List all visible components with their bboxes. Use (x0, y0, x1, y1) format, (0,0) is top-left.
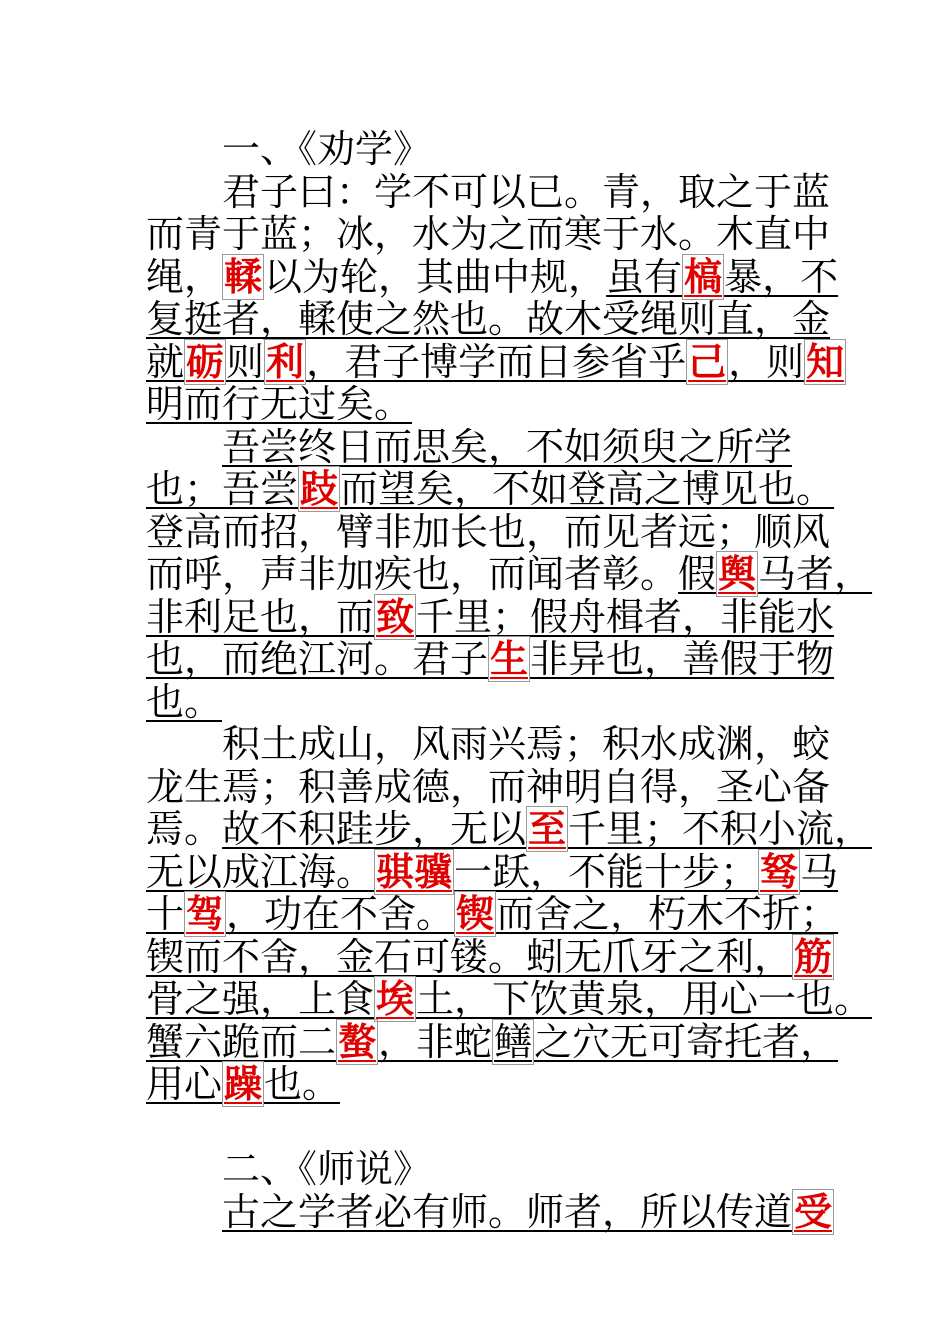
text-segment: 明而行无过矣。 (146, 382, 413, 426)
text-segment: ，君子博学而日参省乎 (306, 339, 687, 384)
text-segment: 登高而招，臂非加长也，而见者远；顺风 (146, 509, 831, 554)
text-segment: 就 (146, 339, 185, 384)
highlighted-word: 己 (688, 339, 727, 384)
section-body-quanxue (146, 169, 873, 1106)
text-segment: 而舍之，朽木不折； (496, 892, 839, 936)
highlighted-word: 舆 (718, 552, 757, 596)
text-segment: 也。 (264, 1062, 341, 1106)
highlighted-word: 輮 (224, 254, 263, 299)
text-line (146, 171, 836, 214)
text-line (146, 1063, 836, 1106)
highlighted-word: 驽 (760, 849, 799, 894)
text-segment: 而呼，声非加疾也，而闻者彰。 (146, 552, 679, 596)
text-segment: 鳝 (494, 1019, 533, 1064)
text-segment: 马者， (758, 552, 873, 596)
highlighted-word: 筋 (794, 934, 833, 979)
text-segment: 故不积跬步，无以 (222, 807, 527, 851)
text-segment: 非异也，善假于物 (530, 637, 835, 681)
text-line (146, 849, 839, 894)
text-line (146, 426, 836, 469)
text-segment: 一跃，不能十步； (454, 849, 759, 894)
text-line (146, 807, 873, 851)
text-segment: 古之学者必有师。师者，所以传道 (222, 1189, 793, 1234)
text-segment: 千里；假舟楫者，非能水 (416, 594, 835, 639)
text-line (146, 511, 836, 554)
text-segment: 锲而不舍，金石可镂。蚓无爪牙之利， (146, 934, 793, 979)
text-segment: 无以成江海。 (146, 849, 375, 894)
text-line (146, 936, 836, 979)
text-segment: 积土成山，风雨兴焉；积水成渊，蛟 (222, 722, 831, 766)
section-body-shishuo (146, 1191, 836, 1234)
highlighted-word: 槁 (684, 254, 723, 299)
text-line (146, 977, 873, 1021)
text-segment: ，功在不舍。 (226, 892, 455, 936)
highlighted-word: 利 (266, 339, 305, 384)
highlighted-word: 生 (490, 637, 529, 681)
highlighted-word: 锲 (456, 892, 495, 936)
highlighted-word: 骐骥 (376, 849, 453, 894)
text-line (146, 596, 836, 639)
section-title-quanxue: 一、《劝学》 (222, 127, 432, 171)
text-line (146, 1191, 836, 1234)
highlighted-word: 螯 (338, 1019, 377, 1064)
text-segment: 以为轮，其曲中规， (264, 254, 607, 299)
text-line (146, 254, 839, 299)
highlighted-word: 躁 (224, 1062, 263, 1106)
text-segment: 吾尝终日而思矣，不如须臾之所学 (222, 424, 793, 469)
text-segment: 也。 (146, 679, 223, 724)
text-segment: 也；吾尝 (146, 467, 299, 511)
text-segment: 而青于蓝；冰，水为之而寒于水。木直中 (146, 212, 831, 256)
text-line (146, 383, 836, 426)
text-segment: 绳， (146, 254, 223, 299)
highlighted-word: 知 (806, 339, 845, 384)
highlighted-word: 至 (528, 807, 567, 851)
text-segment: 非利足也，而 (146, 594, 375, 639)
text-line (146, 681, 836, 724)
text-line (146, 723, 836, 766)
text-segment: 假 (678, 552, 717, 596)
section-title-shishuo: 二、《师说》 (222, 1147, 432, 1191)
text-line (146, 766, 836, 809)
document-page (146, 127, 873, 1234)
text-line (146, 552, 873, 596)
text-segment: 君子曰：学不可以已。青，取之于蓝 (222, 169, 831, 214)
text-segment: 虽有 (606, 254, 683, 299)
text-segment: 十 (146, 892, 185, 936)
text-line (146, 298, 836, 341)
text-segment: 也，而绝江河。君子 (146, 637, 489, 681)
text-line (146, 1019, 839, 1064)
highlighted-word: 受 (794, 1189, 833, 1234)
text-segment: 用心 (146, 1062, 223, 1106)
text-line (146, 339, 845, 384)
text-segment: 焉。 (146, 807, 223, 851)
section-gap (146, 1106, 836, 1149)
text-segment: 之穴无可寄托者， (534, 1019, 839, 1064)
highlighted-word: 砺 (186, 339, 225, 384)
text-segment: 而望矣，不如登高之博见也。 (340, 467, 835, 511)
text-line (146, 468, 836, 511)
text-segment: ，非蛇 (378, 1019, 493, 1064)
text-segment: 马 (800, 849, 839, 894)
text-segment: ，则 (728, 339, 805, 384)
text-segment: 则 (226, 339, 265, 384)
text-line (146, 892, 839, 936)
text-segment: 复挺者，輮使之然也。故木受绳则直，金 (146, 297, 831, 341)
text-segment: 千里；不积小流， (568, 807, 873, 851)
text-segment: 蟹六跪而二 (146, 1019, 337, 1064)
highlighted-word: 埃 (376, 977, 415, 1021)
text-line (146, 638, 836, 681)
text-segment: 暴，不 (724, 254, 839, 299)
text-line (146, 213, 836, 256)
text-segment: 骨之强，上食 (146, 977, 375, 1021)
text-segment: 龙生焉；积善成德，而神明自得，圣心备 (146, 764, 831, 809)
highlighted-word: 致 (376, 594, 415, 639)
text-segment: 土，下饮黄泉，用心一也。 (416, 977, 873, 1021)
highlighted-word: 跂 (300, 467, 339, 511)
highlighted-word: 驾 (186, 892, 225, 936)
